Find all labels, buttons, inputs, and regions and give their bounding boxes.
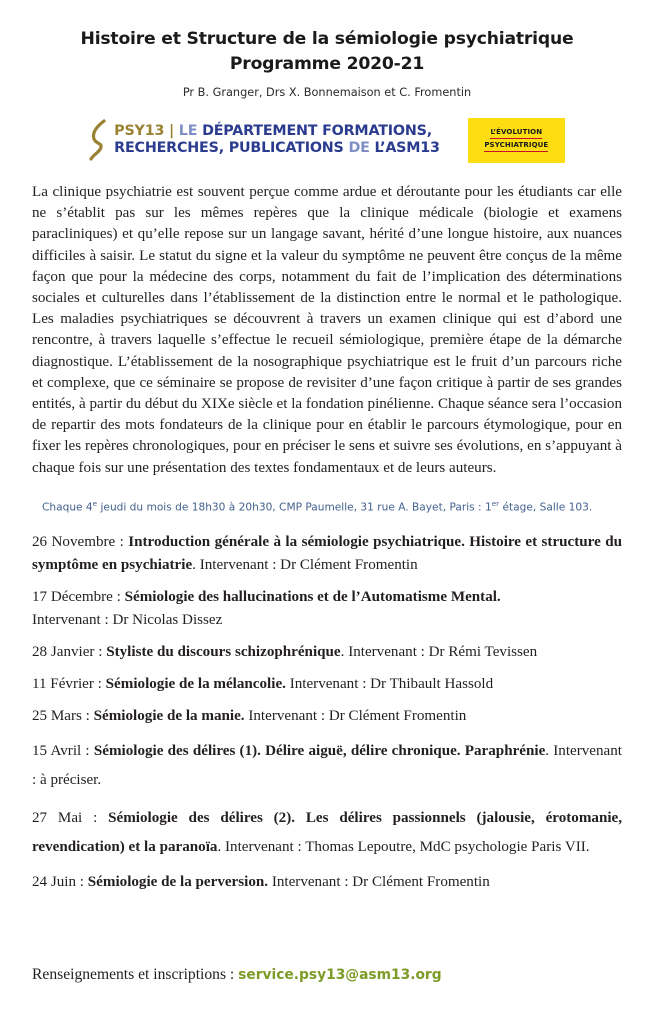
session-date: 15 Avril [32, 743, 82, 760]
intro-paragraph: La clinique psychiatrie est souvent perçue comme ardue et déroutante pour les étudiants car elle ne s’établit pas sur les mêmes repères que la clinique médicale (biologie et examens paracliniques) et qu’elle repose sur un langage savant, hérité d’une longue histoire, aux nuances difficiles à saisir. Le statut du signe et la valeur du symptôme ne peuvent être conçus de la même façon que pour la médecine des corps, notamment du fait de l’implication des déterminations sociales et culturelles dans l’établissement de la distinction entre le normal et le pathologique. Les maladies psychiatriques se découvrent à travers un examen clinique qui est d’abord une rencontre, à travers laquelle s’effectue le recueil sémiologique, première étape de la démarche diagnostique. L’établissement de la nosographique psychiatrique est le fruit d’un parcours riche et complexe, que ce séminaire se propose de revisiter d’une façon critique à partir de ses grandes entités, à partir du début du XIXe siècle et la fondation pinélienne. Chaque séance sera l’occasion de repartir des mots fondateurs de la clinique pour en établir le parcours étymologique, pour en fixer les repères chronologiques, pour en préciser le sens et suivre ses évolutions, en s’appuyant à chaque fois sur une présentation des textes fondamentaux et de leurs auteurs. [32, 184, 622, 476]
poster-header [27, 0, 627, 101]
session-speaker: Intervenant : Dr Clément Fromentin [244, 708, 467, 725]
evolution-psychiatrique-logo [468, 118, 565, 163]
session-date: 28 Janvier [32, 644, 95, 661]
psy13-label: PSY13 [114, 122, 165, 139]
footer-contact [32, 965, 442, 985]
session-topic: Sémiologie des délires (2). Les délires passionnels (jalousie, érotomanie, revendication) et la paranoïa [32, 810, 623, 856]
session-speaker: Intervenant : Dr Thibault Hassold [285, 676, 494, 693]
session-speaker: Intervenant : Dr Nicolas Dissez [32, 612, 223, 629]
schedule-middle: jeudi du mois de 18h30 à 20h30, CMP Paumelle, 31 rue A. Bayet, Paris : 1 [97, 501, 492, 514]
schedule-line [27, 496, 627, 516]
session-list [27, 531, 627, 894]
session-date: 24 Juin [32, 874, 77, 891]
authors-line: Pr B. Granger, Drs X. Bonnemaison et C. Fromentin [182, 86, 472, 99]
evolution-line1: L’ÉVOLUTION [490, 128, 542, 139]
session-separator: : [94, 644, 107, 661]
footer-label: Renseignements et inscriptions : [32, 966, 239, 983]
psy13-recherches-word: RECHERCHES, PUBLICATIONS [114, 140, 344, 156]
list-item [32, 641, 622, 664]
session-date: 11 Février [32, 676, 94, 693]
session-topic: Sémiologie de la perversion. [87, 874, 269, 891]
contact-email-link[interactable]: service.psy13@asm13.org [238, 967, 442, 983]
psy13-wordmark [114, 123, 440, 158]
session-date: 25 Mars [32, 708, 82, 725]
session-topic: Sémiologie de la manie. [93, 708, 245, 725]
evolution-line2: PSYCHIATRIQUE [484, 141, 548, 152]
session-separator: : [81, 743, 94, 760]
psy13-asm13-word: L’ASM13 [374, 140, 440, 156]
list-item [32, 531, 622, 577]
session-separator: : [93, 676, 106, 693]
session-speaker: . Intervenant : Dr Rémi Tevissen [340, 644, 538, 661]
schedule-suffix: étage, Salle 103. [499, 501, 593, 514]
session-speaker: Intervenant : Dr Clément Fromentin [268, 874, 490, 891]
list-item [32, 586, 622, 632]
session-speaker: . Intervenant : à préciser. [32, 743, 622, 789]
brace-icon [89, 119, 107, 161]
psy13-separator: | [168, 122, 175, 139]
page-title-line2: Programme 2020-21 [229, 54, 425, 74]
list-item [32, 673, 622, 696]
session-speaker: . Intervenant : Dr Clément Fromentin [192, 557, 418, 574]
session-date: 26 Novembre [32, 534, 116, 551]
psy13-logo [89, 119, 440, 161]
schedule-ordinal-2: er [491, 498, 500, 508]
session-separator: : [115, 534, 129, 551]
session-separator: : [112, 589, 125, 606]
psy13-le-word: LE [178, 122, 198, 139]
schedule-prefix: Chaque 4 [42, 501, 93, 514]
session-date: 17 Décembre [32, 589, 113, 606]
session-topic: Sémiologie des délires (1). Délire aiguë, délire chronique. Paraphrénie [93, 743, 546, 760]
session-separator: : [76, 874, 88, 891]
list-item [32, 804, 622, 862]
session-topic: Sémiologie de la mélancolie. [105, 676, 286, 693]
psy13-department-line1: DÉPARTEMENT FORMATIONS, [202, 122, 432, 139]
list-item [32, 871, 622, 894]
session-separator: : [82, 810, 109, 827]
list-item [32, 705, 622, 728]
schedule-ordinal-1: e [92, 498, 98, 508]
session-speaker: . Intervenant : Thomas Lepoutre, MdC psychologie Paris VII. [217, 839, 590, 856]
list-item [32, 737, 622, 795]
session-topic: Sémiologie des hallucinations et de l’Automatisme Mental. [124, 589, 501, 606]
logo-band [27, 113, 627, 167]
page-title-line1: Histoire et Structure de la sémiologie psychiatrique [80, 29, 574, 49]
session-separator: : [81, 708, 94, 725]
session-topic: Introduction générale à la sémiologie psychiatrique. Histoire et structure du symptôme en psychiatrie [32, 534, 623, 574]
psy13-de-word: DE [348, 140, 370, 156]
session-topic: Styliste du discours schizophrénique [106, 644, 341, 661]
session-date: 27 Mai [32, 810, 83, 827]
